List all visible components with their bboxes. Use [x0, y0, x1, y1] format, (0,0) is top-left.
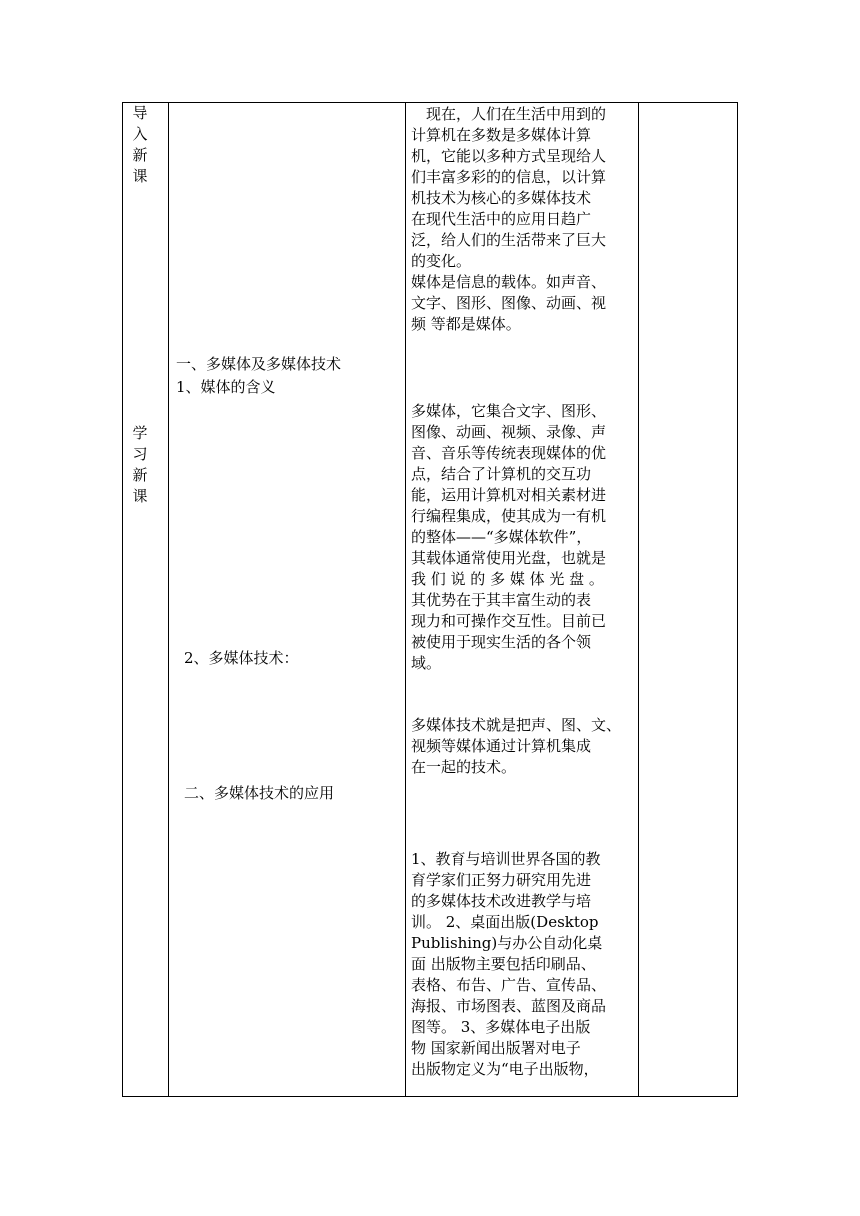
text-line: 现在，人们在生活中用到的 [411, 105, 607, 123]
text-line: 视频等媒体通过计算机集成 [411, 737, 592, 755]
text-line: 的整体——“多媒体软件”， [411, 528, 592, 546]
text-line: 们丰富多彩的的信息，以计算 [411, 168, 607, 186]
text-line: 能，运用计算机对相关素材进 [411, 486, 607, 504]
text-line: 频 等都是媒体。 [411, 315, 521, 333]
text-line: 图等。 3、多媒体电子出版 [411, 1018, 591, 1036]
text-line: 机技术为核心的多媒体技术 [411, 189, 592, 207]
item-multimedia-tech: 2、多媒体技术： [184, 649, 299, 667]
text-line: 面 出版物主要包括印刷品、 [411, 955, 596, 973]
text-line: 表格、布告、广告、宣传品、 [411, 976, 607, 994]
tech-definition-paragraph [411, 715, 635, 778]
text-line: 育学家们正努力研究用先进 [411, 871, 592, 889]
text-line: 其优势在于其丰富生动的表 [411, 591, 592, 609]
text-line: 出版物定义为“电子出版物， [411, 1060, 599, 1078]
text-line: 的多媒体技术改进教学与培 [411, 892, 592, 910]
text-line: 1、教育与培训世界各国的教 [411, 850, 601, 868]
text-line: 的变化。 [411, 252, 472, 270]
heading-multimedia-application: 二、多媒体技术的应用 [184, 784, 335, 802]
text-line: 机，它能以多种方式呈现给人 [411, 147, 607, 165]
text-line: 多媒体技术就是把声、图、文、 [411, 716, 622, 734]
heading-multimedia-tech: 一、多媒体及多媒体技术 [176, 355, 342, 373]
text-line: 泛，给人们的生活带来了巨大 [411, 231, 607, 249]
text-line: 现力和可操作交互性。目前已 [411, 612, 607, 630]
column-divider-3 [638, 103, 639, 1096]
text-line: 训。 2、桌面出版(Desktop [411, 913, 599, 931]
text-line: 被使用于现实生活的各个领 [411, 633, 592, 651]
text-line: 物 国家新闻出版署对电子 [411, 1039, 581, 1057]
column-divider-2 [405, 103, 406, 1096]
column-divider-1 [168, 103, 169, 1096]
text-line: 音、音乐等传统表现媒体的优 [411, 444, 607, 462]
text-line: 我 们 说 的 多 媒 体 光 盘 。 [411, 570, 604, 588]
text-line: Publishing)与办公自动化桌 [411, 934, 603, 952]
multimedia-paragraph [411, 401, 635, 674]
text-line: 图像、动画、视频、录像、声 [411, 423, 607, 441]
text-line: 点，结合了计算机的交互功 [411, 465, 592, 483]
text-line: 其载体通常使用光盘，也就是 [411, 549, 607, 567]
text-line: 文字、图形、图像、动画、视 [411, 294, 607, 312]
text-line: 在一起的技术。 [411, 758, 517, 776]
text-line: 计算机在多数是多媒体计算 [411, 126, 592, 144]
text-line: 行编程集成，使其成为一有机 [411, 507, 607, 525]
text-line: 海报、市场图表、蓝图及商品 [411, 997, 607, 1015]
text-line: 域。 [411, 654, 442, 672]
text-line: 多媒体，它集合文字、图形、 [411, 402, 607, 420]
text-line: 在现代生活中的应用日趋广 [411, 210, 592, 228]
applications-paragraph [411, 849, 635, 1080]
item-media-meaning: 1、媒体的含义 [176, 378, 276, 396]
text-line: 媒体是信息的载体。如声音、 [411, 273, 607, 291]
intro-paragraph [411, 104, 635, 335]
intro-section-label: 导入新课 [132, 104, 148, 185]
learn-section-label: 学习新课 [132, 424, 148, 505]
